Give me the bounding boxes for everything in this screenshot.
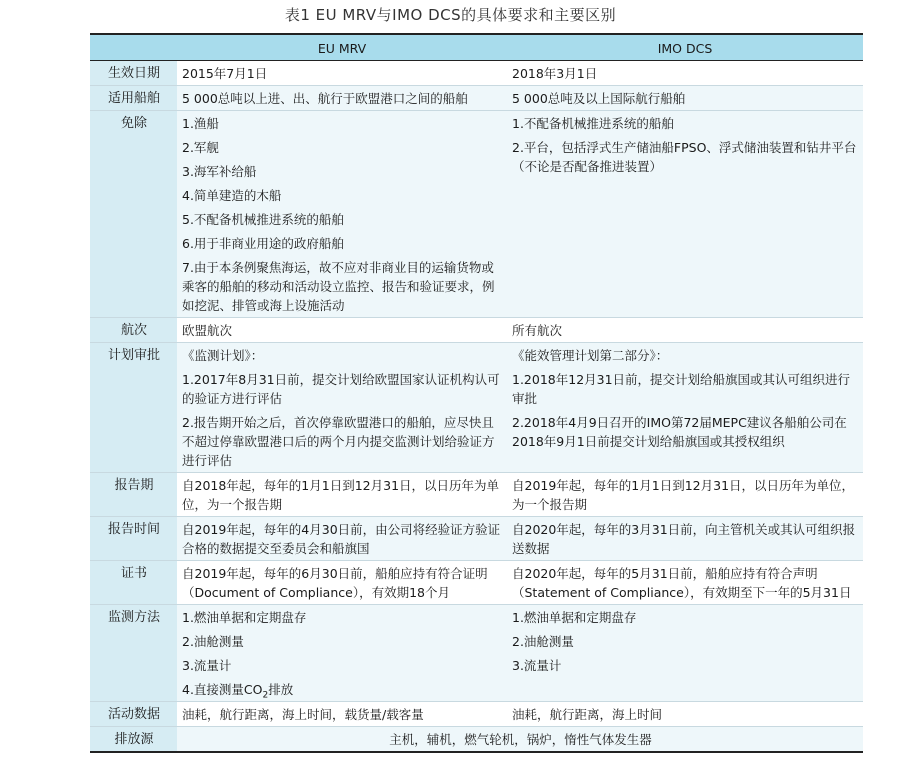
cell-text: 2.2018年4月9日召开的IMO第72届MEPC建议各船舶公司在2018年9月1日前提交计划给船旗国或其授权组织 xyxy=(512,415,847,449)
row-label: 证书 xyxy=(90,561,177,605)
cell-text: 主机，辅机，燃气轮机，锅炉，惰性气体发生器 xyxy=(389,732,652,747)
row-label: 报告时间 xyxy=(90,517,177,561)
cell-text: 2015年7月1日 xyxy=(182,66,268,81)
cell-text: 《能效管理计划第二部分》： xyxy=(512,348,669,363)
cell-text: 5 000总吨及以上国际航行船舶 xyxy=(512,91,686,106)
header-eu-mrv: EU MRV xyxy=(177,34,507,61)
row-label: 计划审批 xyxy=(90,343,177,473)
cell-text: 《监测计划》： xyxy=(182,348,264,363)
cell-text: 2.军舰 xyxy=(182,140,219,155)
cell-text: 1.燃油单据和定期盘存 xyxy=(512,610,637,625)
cell-text: 欧盟航次 xyxy=(182,323,233,338)
table-row xyxy=(90,86,863,111)
cell-text: 5 000总吨以上进、出、航行于欧盟港口之间的船舶 xyxy=(182,91,468,106)
eu-cell xyxy=(177,61,507,86)
cell-text: 5.不配备机械推进系统的船舶 xyxy=(182,212,344,227)
imo-cell xyxy=(507,318,863,343)
row-label: 适用船舶 xyxy=(90,86,177,111)
table-row xyxy=(90,517,863,561)
cell-text: 2.平台，包括浮式生产储油船FPSO、浮式储油装置和钻井平台（不论是否配备推进装置） xyxy=(512,140,857,174)
co2-suffix: 排放 xyxy=(268,682,294,697)
cell-text: 1.不配备机械推进系统的船舶 xyxy=(512,116,674,131)
table-row xyxy=(90,473,863,517)
eu-cell xyxy=(177,473,507,517)
imo-cell xyxy=(507,517,863,561)
cell-text: 3.海军补给船 xyxy=(182,164,257,179)
row-label: 监测方法 xyxy=(90,605,177,702)
imo-cell xyxy=(507,561,863,605)
imo-cell xyxy=(507,86,863,111)
table-row xyxy=(90,605,863,702)
cell-text: 自2020年起，每年的5月31日前，船舶应持有符合声明（Statement of Compliance），有效期至下一年的5月31日 xyxy=(512,566,852,600)
cell-text: 油耗，航行距离，海上时间 xyxy=(512,707,663,722)
row-label: 报告期 xyxy=(90,473,177,517)
table-header-row xyxy=(90,34,863,61)
imo-cell xyxy=(507,605,863,702)
table-row xyxy=(90,561,863,605)
row-label: 活动数据 xyxy=(90,702,177,727)
cell-text: 1.2018年12月31日前，提交计划给船旗国或其认可组织进行审批 xyxy=(512,372,851,406)
cell-text: 自2019年起，每年的1月1日到12月31日，以日历年为单位，为一个报告期 xyxy=(512,478,855,512)
cell-text: 自2020年起，每年的3月31日前，向主管机关或其认可组织报送数据 xyxy=(512,522,856,556)
cell-text: 1.渔船 xyxy=(182,116,219,131)
table-row xyxy=(90,702,863,727)
cell-text: 2.油舱测量 xyxy=(182,634,244,649)
header-corner xyxy=(90,34,177,61)
cell-text: 4.简单建造的木船 xyxy=(182,188,282,203)
imo-cell xyxy=(507,343,863,473)
eu-cell xyxy=(177,605,507,702)
row-label: 生效日期 xyxy=(90,61,177,86)
imo-cell xyxy=(507,111,863,318)
cell-text: 2.报告期开始之后，首次停靠欧盟港口的船舶，应尽快且不超过停靠欧盟港口后的两个月内提交监测计划给验证方进行评估 xyxy=(182,415,495,468)
merged-cell xyxy=(177,727,863,753)
co2-subscript: 2 xyxy=(262,690,269,701)
table-caption: 表1 EU MRV与IMO DCS的具体要求和主要区别 xyxy=(284,6,617,24)
cell-text: 油耗，航行距离，海上时间，载货量/载客量 xyxy=(182,707,424,722)
cell-text: 1.燃油单据和定期盘存 xyxy=(182,610,307,625)
eu-cell xyxy=(177,343,507,473)
table-row xyxy=(90,111,863,318)
eu-cell xyxy=(177,111,507,318)
cell-text: 1.2017年8月31日前，提交计划给欧盟国家认证机构认可的验证方进行评估 xyxy=(182,372,500,406)
table-row xyxy=(90,727,863,753)
eu-cell xyxy=(177,561,507,605)
table-row xyxy=(90,318,863,343)
cell-text: 7.由于本条例聚焦海运，故不应对非商业目的运输货物或乘客的船舶的移动和活动设立监控、报告和验证要求，例如挖泥、排管或海上设施活动 xyxy=(182,260,495,313)
eu-cell xyxy=(177,702,507,727)
imo-cell xyxy=(507,473,863,517)
row-label: 排放源 xyxy=(90,727,177,753)
row-label: 航次 xyxy=(90,318,177,343)
eu-cell xyxy=(177,517,507,561)
cell-text: 自2019年起，每年的4月30日前，由公司将经验证方验证合格的数据提交至委员会和船旗国 xyxy=(182,522,501,556)
table-row xyxy=(90,61,863,86)
cell-text: 2018年3月1日 xyxy=(512,66,598,81)
cell-text: 2.油舱测量 xyxy=(512,634,574,649)
row-label: 免除 xyxy=(90,111,177,318)
cell-text: 3.流量计 xyxy=(182,658,232,673)
imo-cell xyxy=(507,61,863,86)
cell-text: 6.用于非商业用途的政府船舶 xyxy=(182,236,344,251)
cell-text-co2 xyxy=(182,680,503,699)
co2-prefix: 4.直接测量CO xyxy=(182,682,263,697)
imo-cell xyxy=(507,702,863,727)
eu-cell xyxy=(177,318,507,343)
cell-text: 所有航次 xyxy=(512,323,563,338)
cell-text: 自2018年起，每年的1月1日到12月31日，以日历年为单位，为一个报告期 xyxy=(182,478,500,512)
cell-text: 3.流量计 xyxy=(512,658,562,673)
table-row xyxy=(90,343,863,473)
cell-text: 自2019年起，每年的6月30日前，船舶应持有符合证明（Document of Compliance），有效期18个月 xyxy=(182,566,488,600)
header-imo-dcs: IMO DCS xyxy=(507,34,863,61)
comparison-table xyxy=(90,33,863,753)
eu-cell xyxy=(177,86,507,111)
